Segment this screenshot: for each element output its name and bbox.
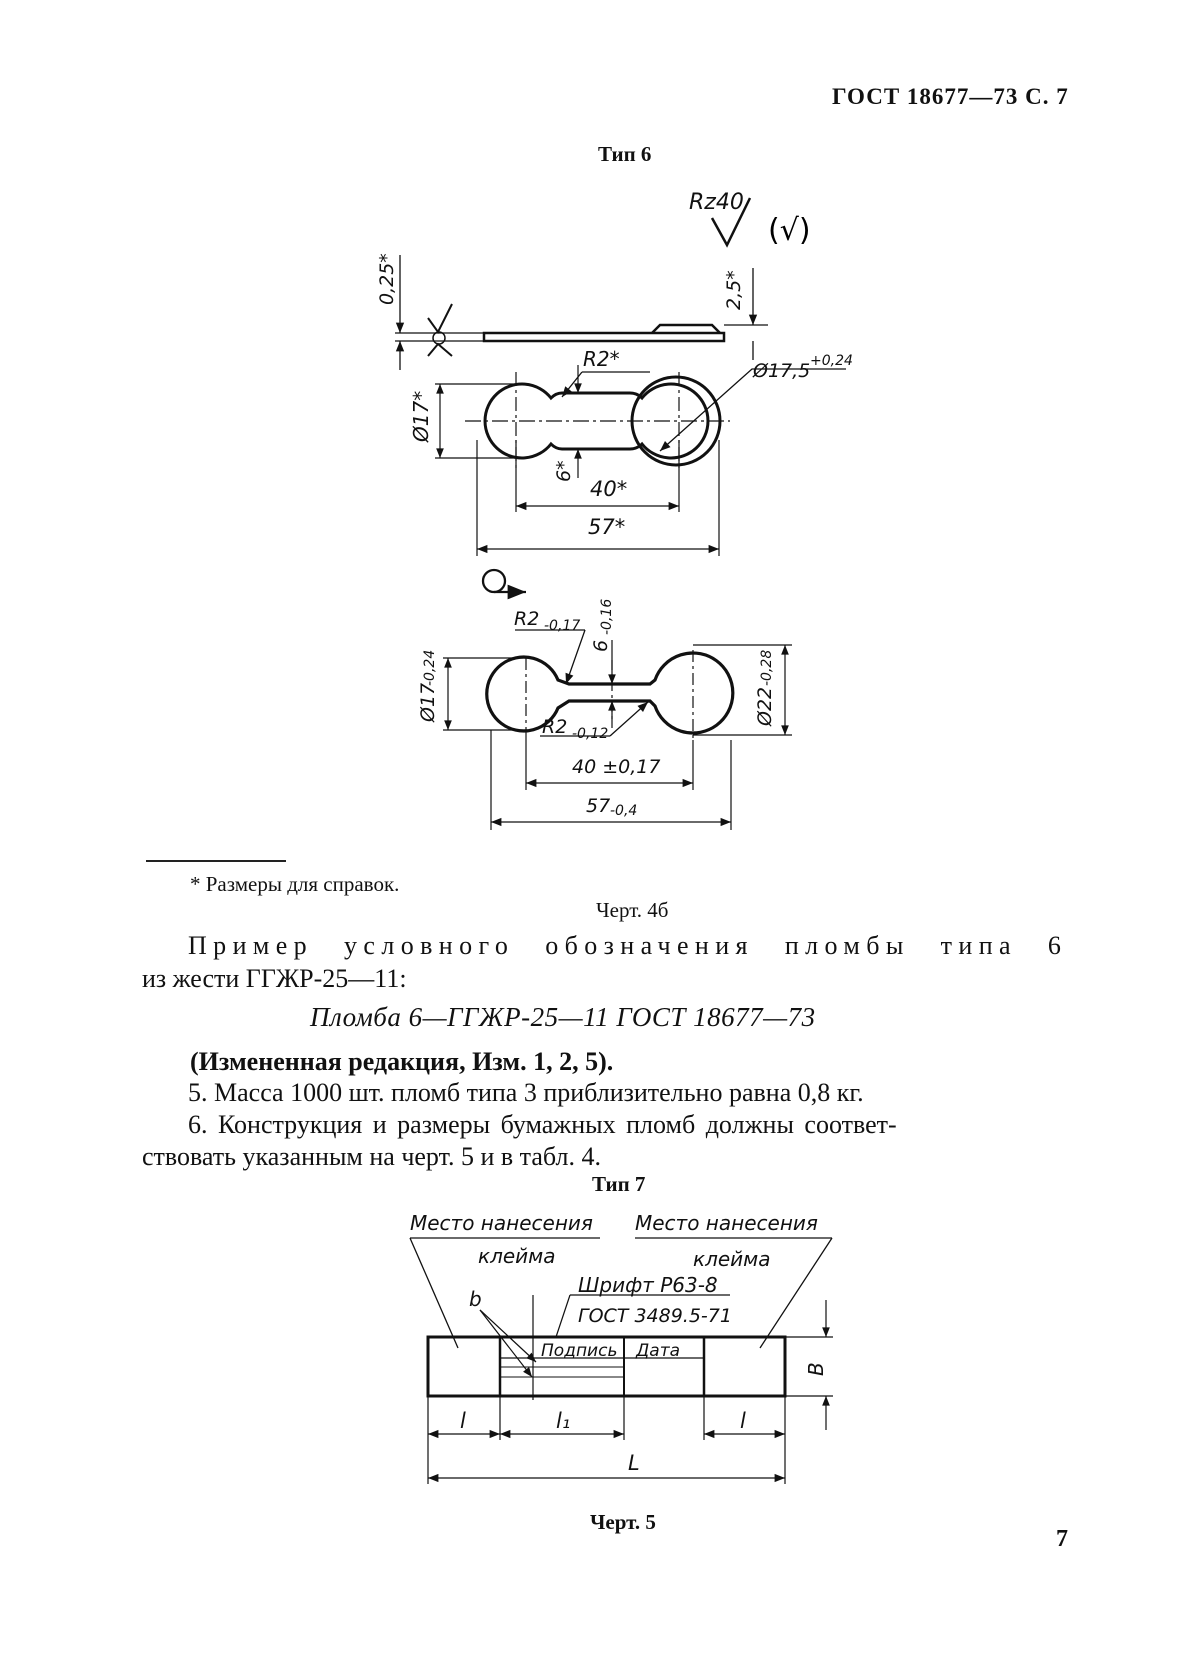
dim-d22-mid: Ø22 — [754, 686, 776, 726]
dim-57: 57* — [588, 515, 626, 539]
dim-l-right: l — [740, 1409, 746, 1433]
example-line1: Пример условного обозначения пломбы типа 6 — [188, 931, 1068, 960]
roughness-paren: (√) — [768, 213, 811, 248]
type6-caption: Тип 6 — [598, 142, 652, 166]
item-6-line1: 6. Конструкция и размеры бумажных пломб должны соответ- — [188, 1110, 897, 1139]
cell-date: Дата — [636, 1341, 681, 1361]
dim-6-mid: 6 — [590, 639, 612, 652]
stamp-left-line1: Место нанесения — [410, 1211, 593, 1235]
stamp-right-line2: клейма — [693, 1247, 771, 1271]
font-spec-line2: ГОСТ 3489.5-71 — [578, 1305, 732, 1327]
dim-d17: Ø17* — [409, 390, 433, 442]
type7-caption: Тип 7 — [592, 1172, 646, 1196]
figure-5-caption: Черт. 5 — [590, 1510, 656, 1534]
dim-40: 40* — [590, 477, 628, 501]
dim-l-left: l — [460, 1409, 466, 1433]
dim-r2-top-mid-tol: -0,17 — [544, 618, 581, 634]
dim-6: 6* — [553, 460, 575, 482]
stamp-left-line2: клейма — [478, 1244, 556, 1268]
label-b: b — [469, 1287, 482, 1311]
dim-d175: Ø17,5 — [753, 360, 811, 382]
dim-57-mid-tol: -0,4 — [610, 803, 638, 819]
dim-025: 0,25* — [376, 253, 398, 305]
footnote-rule — [146, 860, 286, 862]
dim-L: L — [628, 1451, 640, 1475]
designation-example: Пломба 6—ГГЖР-25—11 ГОСТ 18677—73 — [310, 1002, 816, 1032]
stamp-right-line1: Место нанесения — [635, 1211, 818, 1235]
page-number: 7 — [1056, 1526, 1068, 1552]
dim-57-mid: 57 — [586, 795, 611, 817]
cell-signature: Подпись — [541, 1341, 618, 1361]
figure-4b-caption: Черт. 4б — [596, 898, 669, 922]
example-line2: из жести ГГЖР-25—11: — [142, 964, 407, 993]
roughness-label: Rz40 — [689, 190, 744, 215]
type6-plan-view — [435, 365, 846, 556]
dim-B: B — [804, 1362, 828, 1376]
dim-r2-bot-mid-tol: -0,12 — [572, 726, 609, 742]
dim-d22-mid-tol: -0,28 — [759, 649, 775, 686]
revision-note: (Измененная редакция, Изм. 1, 2, 5). — [190, 1047, 614, 1076]
dim-d175-tol: +0,24 — [810, 353, 853, 369]
dim-r2-bot-mid: R2 — [542, 716, 568, 738]
item-5: 5. Масса 1000 шт. пломб типа 3 приблизительно равна 0,8 кг. — [188, 1078, 864, 1107]
dim-25: 2,5* — [723, 270, 745, 310]
dim-6-mid-tol: -0,16 — [599, 598, 615, 635]
dim-r2-top-mid: R2 — [514, 608, 540, 630]
type6-side-view — [395, 255, 768, 370]
page-header: ГОСТ 18677—73 С. 7 — [832, 84, 1069, 109]
dim-d17-mid-tol: -0,24 — [422, 649, 438, 686]
item-6-line2: ствовать указанным на черт. 5 и в табл. 4. — [142, 1142, 601, 1171]
dim-r2-top: R2* — [583, 347, 620, 371]
footnote: * Размеры для справок. — [190, 872, 400, 896]
font-spec-line1: Шрифт Р63-8 — [578, 1273, 718, 1297]
dim-40-mid: 40 ±0,17 — [572, 756, 661, 778]
type6-mid-view — [443, 570, 792, 830]
dim-d17-mid: Ø17 — [417, 682, 439, 722]
dim-l1: l₁ — [556, 1409, 571, 1433]
